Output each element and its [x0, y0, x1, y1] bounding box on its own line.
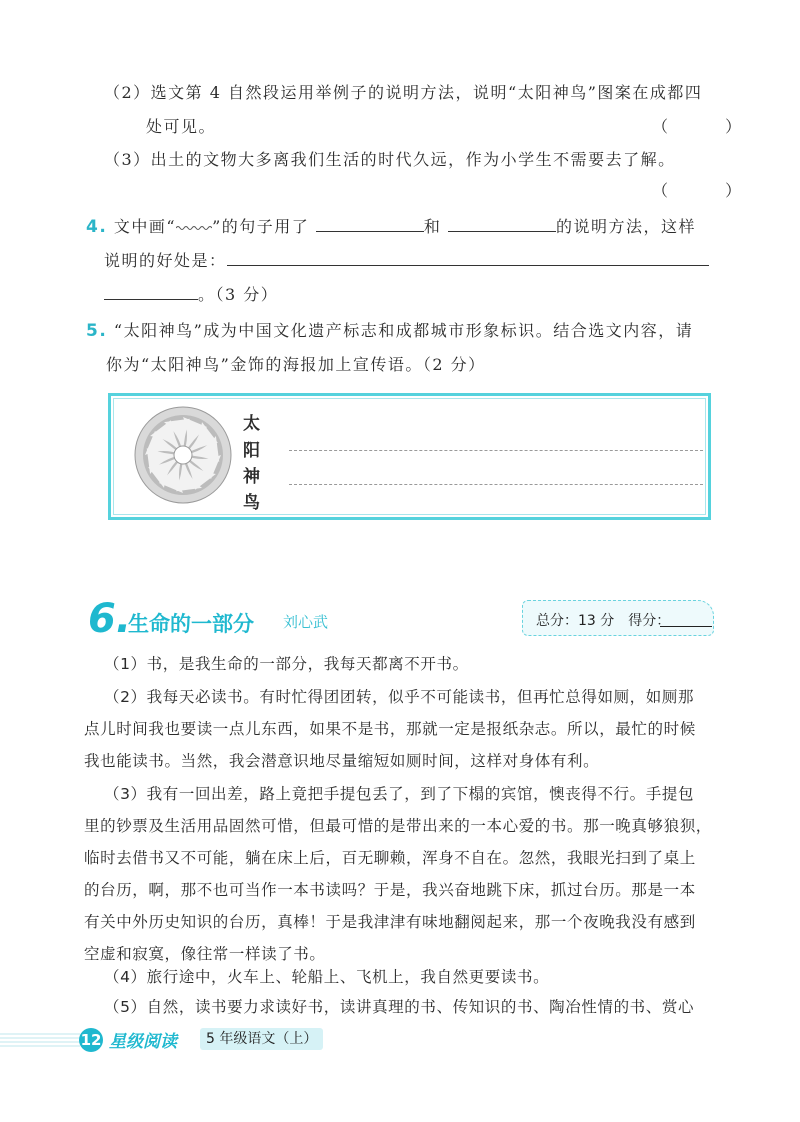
q4-number: 4. — [86, 217, 108, 237]
q4-text-part4: 的说明方法，这样 — [555, 217, 696, 236]
q4-text-part3: 和 — [423, 217, 442, 236]
paragraph-line: 里的钞票及生活用品固然可惜，但最可惜的是带出来的一本心爱的书。那一晚真够狼狈， — [84, 817, 712, 835]
q4-line3-end: 。（3 分） — [198, 285, 279, 304]
paragraph-line: （4）旅行途中，火车上、轮船上、飞机上，我自然更要读书。 — [104, 968, 550, 986]
poster-char-4: 鸟 — [243, 493, 260, 513]
q4-line3 — [104, 283, 278, 306]
poster-char-2: 阳 — [243, 441, 260, 461]
q4-line2-text: 说明的好处是： — [104, 251, 227, 270]
poster-char-1: 太 — [243, 414, 260, 434]
q4-answer-blank[interactable] — [227, 249, 709, 266]
q2-line2: 处可见。 — [146, 117, 217, 136]
q2-line1: （2）选文第 4 自然段运用举例子的说明方法，说明“太阳神鸟”图案在成都四 — [104, 83, 703, 102]
paragraph-line: 点儿时间我也要读一点儿东西，如果不是书，那就一定是报纸杂志。所以，最忙的时候 — [84, 720, 696, 738]
slogan-line-1[interactable] — [289, 450, 703, 451]
q4-text-part2: ”的句子用了 — [212, 217, 310, 236]
grade-label: 5 年级语文（上） — [200, 1028, 323, 1050]
q3-answer-paren[interactable]: （ ） — [652, 181, 768, 200]
q2-answer-paren[interactable]: （ ） — [652, 117, 768, 136]
paragraph-line: （1）书，是我生命的一部分，我每天都离不开书。 — [104, 655, 469, 673]
q3-line1: （3）出土的文物大多离我们生活的时代久远，作为小学生不需要去了解。 — [104, 150, 676, 169]
paragraph-line: 临时去借书又不可能，躺在床上后，百无聊赖，浑身不自在。忽然，我眼光扫到了桌上 — [84, 849, 696, 867]
lesson-number: 6. — [88, 596, 132, 642]
paragraph-line: 空虚和寂寞，像往常一样读了书。 — [84, 945, 326, 963]
q4-blank-1[interactable] — [316, 215, 424, 232]
paragraph-line: （3）我有一回出差，路上竟把手提包丢了，到了下榻的宾馆，懊丧得不行。手提包 — [104, 785, 695, 803]
score-label: 总分：13 分 得分： — [536, 613, 671, 629]
wavy-underline-icon — [176, 224, 212, 232]
q5-line1 — [86, 320, 693, 342]
paragraph-line: 的台历，啊，那不也可当作一本书读吗？于是，我兴奋地跳下床，抓过台历。那是一本 — [84, 881, 696, 899]
paragraph-line: 我也能读书。当然，我会潜意识地尽量缩短如厕时间，这样对身体有利。 — [84, 752, 600, 770]
lesson-title: 生命的一部分 — [128, 612, 254, 636]
q5-text: “太阳神鸟”成为中国文化遗产标志和成都城市形象标识。结合选文内容，请 — [113, 321, 694, 340]
poster-char-3: 神 — [243, 467, 260, 487]
q5-line2: 你为“太阳神鸟”金饰的海报加上宣传语。（2 分） — [106, 355, 486, 374]
paragraph-line: （2）我每天必读书。有时忙得团团转，似乎不可能读书，但再忙总得如厕，如厕那 — [104, 688, 695, 706]
page-number: 12 — [79, 1028, 103, 1052]
paragraph-line: （5）自然，读书要力求读好书，读讲真理的书、传知识的书、陶冶性情的书、赏心 — [104, 998, 695, 1016]
sun-bird-emblem-icon — [133, 405, 233, 505]
q4-line2 — [104, 249, 709, 272]
lesson-author: 刘心武 — [283, 613, 329, 631]
q4-text-part1: 文中画“ — [113, 217, 177, 236]
q5-number: 5. — [86, 321, 108, 341]
paragraph-line: 有关中外历史知识的台历，真棒！于是我津津有味地翻阅起来，那一个夜晚我没有感到 — [84, 913, 696, 931]
brand-logo: 星级阅读 — [109, 1032, 177, 1052]
q4-line1 — [86, 215, 696, 238]
q4-blank-2[interactable] — [448, 215, 556, 232]
score-blank[interactable] — [660, 626, 712, 627]
slogan-line-2[interactable] — [289, 484, 703, 485]
footer-decoration — [0, 1030, 80, 1050]
q4-answer-blank-2[interactable] — [104, 283, 198, 300]
